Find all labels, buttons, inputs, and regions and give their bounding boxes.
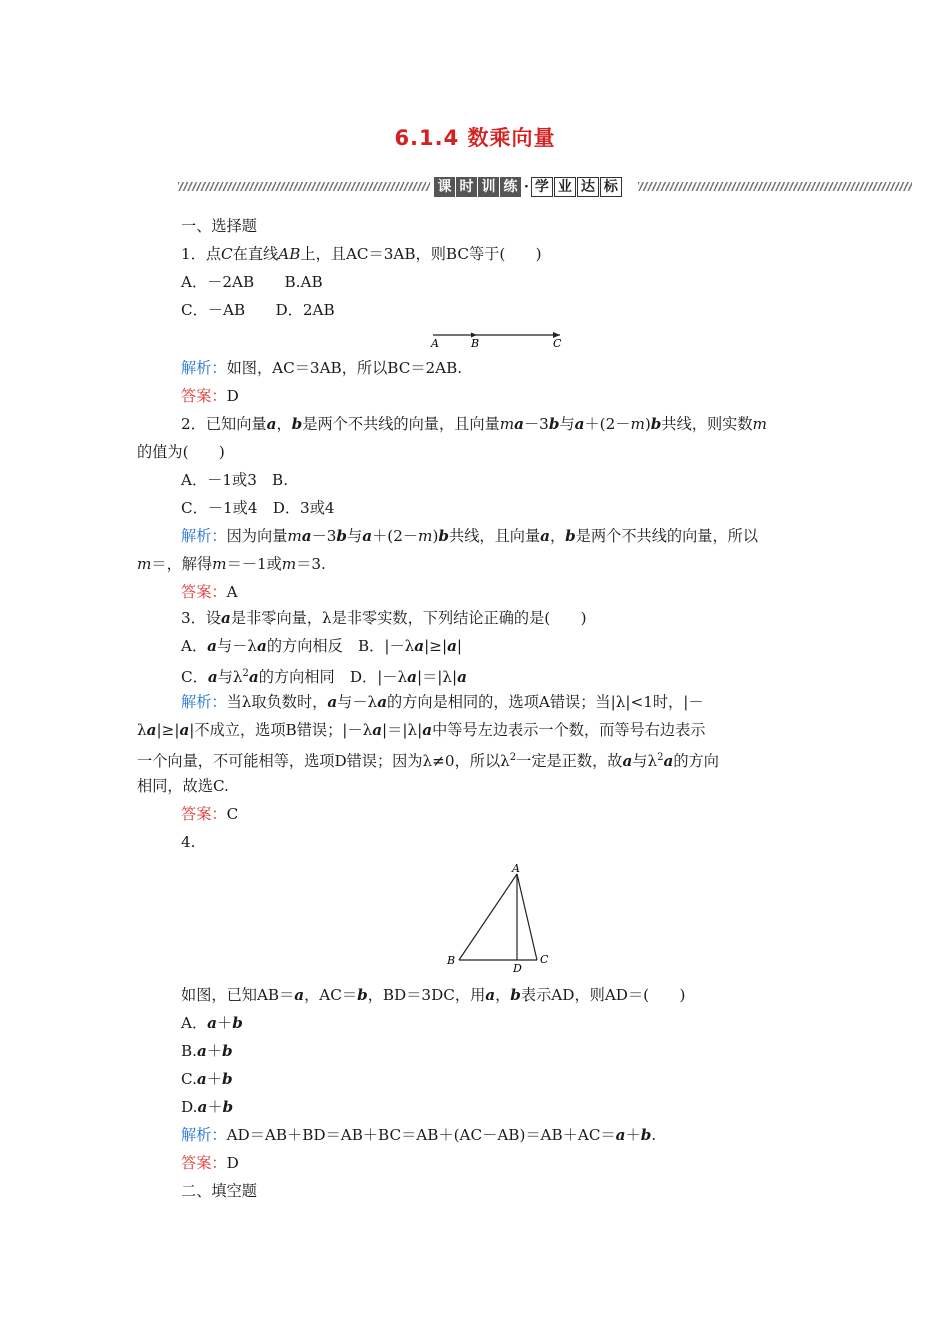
analysis-label: 解析： — [181, 1126, 227, 1144]
banner-char: 达 — [577, 177, 599, 197]
q2-options-cd: C．－1或4 D．3或4 — [181, 499, 335, 517]
q3-answer: 答案：C — [181, 805, 239, 823]
banner-char: 时 — [456, 177, 477, 197]
banner-char: 训 — [478, 177, 499, 197]
q3-analysis-line2: λa|≥|a|不成立，选项B错误；|－λa|＝|λ|a中等号左边表示一个数，而等号右边表示 — [137, 721, 706, 739]
analysis-label: 解析： — [181, 693, 227, 711]
q4-stem: 如图，已知AB＝a，AC＝b，BD＝3DC，用a，b表示AD，则AD＝( ) — [181, 986, 686, 1004]
q4-number: 4. — [181, 833, 196, 851]
page-title: 6.1.4 数乘向量 — [394, 126, 556, 150]
q4-option-d: D.a＋b — [181, 1098, 234, 1116]
q2-stem-line2: 的值为( ) — [137, 443, 225, 461]
banner-label — [434, 176, 623, 198]
section-heading: 一、选择题 — [181, 217, 257, 235]
banner-hatch-left — [178, 182, 430, 191]
q1-stem: 1．点C在直线AB上，且AC＝3AB，则BC等于( ) — [181, 245, 542, 263]
banner-separator: · — [524, 179, 529, 195]
answer-label: 答案： — [181, 1154, 227, 1172]
banner-char: 课 — [434, 177, 455, 197]
banner-hatch-right — [638, 182, 912, 191]
section-heading: 二、填空题 — [181, 1182, 257, 1200]
q3-analysis-line1: 解析：当λ取负数时，a与－λa的方向是相同的，选项A错误；当|λ|<1时，|－ — [181, 693, 704, 711]
label-d: D — [513, 962, 522, 975]
label-a: A — [431, 337, 439, 350]
q2-analysis-line1: 解析：因为向量ma－3b与a＋(2－m)b共线，且向量a，b是两个不共线的向量，所以 — [181, 527, 759, 545]
q1-analysis: 解析：如图，AC＝3AB，所以BC＝2AB. — [181, 359, 463, 377]
label-b: B — [471, 337, 480, 350]
q3-analysis-line4: 相同，故选C. — [137, 777, 229, 795]
q2-answer: 答案：A — [181, 583, 238, 601]
section-banner — [178, 176, 912, 198]
q1-line-figure — [425, 328, 570, 350]
q2-options-ab: A．－1或3 B. — [181, 471, 289, 489]
answer-label: 答案： — [181, 387, 227, 405]
q3-options-ab: A．a与－λa的方向相反 B．|－λa|≥|a| — [181, 637, 463, 655]
q4-option-a: A．a＋b — [181, 1014, 243, 1032]
q4-analysis: 解析：AD＝AB＋BD＝AB＋BC＝AB＋(AC－AB)＝AB＋AC＝a＋b. — [181, 1126, 657, 1144]
q4-option-c: C.a＋b — [181, 1070, 233, 1088]
q1-options-ab: A．－2AB B.AB — [181, 273, 323, 291]
q3-stem: 3．设a是非零向量，λ是非零实数，下列结论正确的是( ) — [181, 609, 587, 627]
q3-analysis-line3: 一个向量，不可能相等，选项D错误；因为λ≠0，所以$\lambda^2$一定是正数，故a与$\lambda^2a$的方向 — [137, 752, 719, 771]
banner-char: 学 — [531, 177, 553, 197]
side-ab — [459, 874, 517, 960]
q4-option-b: B.a＋b — [181, 1042, 233, 1060]
analysis-label: 解析： — [181, 359, 227, 377]
q4-answer: 答案：D — [181, 1154, 239, 1172]
q2-analysis-line2: m＝，解得m＝－1或m＝3. — [137, 555, 326, 573]
banner-char: 练 — [500, 177, 521, 197]
label-c: C — [540, 953, 549, 966]
q1-answer: 答案：D — [181, 387, 239, 405]
label-c: C — [553, 337, 562, 350]
q3-options-cd: C．a与$\lambda^2a$的方向相同 D．|－λa|＝|λ|a — [181, 668, 467, 687]
answer-label: 答案： — [181, 805, 227, 823]
q2-stem-line1: 2．已知向量a，b是两个不共线的向量，且向量ma－3b与a＋(2－m)b共线，则实数m — [181, 415, 767, 433]
analysis-label: 解析： — [181, 527, 227, 545]
label-a: A — [512, 862, 520, 875]
answer-label: 答案： — [181, 583, 227, 601]
banner-char: 业 — [554, 177, 576, 197]
side-ac — [517, 874, 537, 960]
q1-options-cd: C．－AB D．2AB — [181, 301, 335, 319]
banner-char: 标 — [600, 177, 622, 197]
label-b: B — [447, 954, 456, 967]
q4-triangle-figure — [440, 860, 560, 978]
